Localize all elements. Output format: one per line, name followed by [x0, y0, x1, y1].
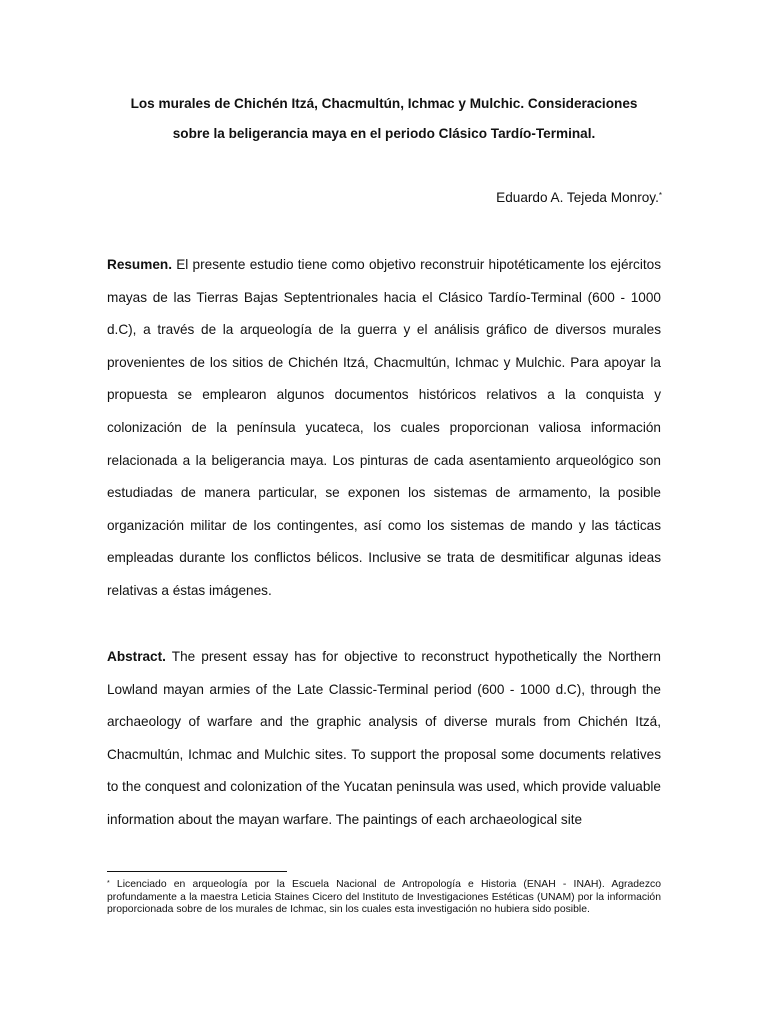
- author-line: [496, 186, 662, 210]
- resumen-text: El presente estudio tiene como objetivo reconstruir hipotéticamente los ejércitos mayas de las Tierras Bajas Septentrionales hacia el Clásico Tardío-Terminal (600 - 1000 d.C), a través de la arqueología de la guerra y el análisis gráfico de diversos murales provenientes de los sitios de Chichén Itzá, Chacmultún, Ichmac y Mulchic. Para apoyar la propuesta se emplearon algunos documentos históricos relativos a la conquista y colonización de la península yucateca, los cuales proporcionan valiosa información relacionada a la beligerancia maya. Los pinturas de cada asentamiento arqueológico son estudiadas de manera particular, se exponen los sistemas de armamento, la posible organización militar de los contingentes, así como los sistemas de mando y las tácticas empleadas durante los conflictos bélicos. Inclusive se trata de desmitificar algunas ideas relativas a éstas imágenes.: [107, 257, 661, 598]
- resumen-paragraph: [107, 249, 661, 608]
- footnote: [107, 879, 661, 917]
- paper-title: [100, 89, 668, 149]
- title-line-2: sobre la beligerancia maya en el periodo Clásico Tardío-Terminal.: [172, 126, 596, 141]
- footnote-separator: [107, 871, 287, 872]
- author-footnote-mark: *: [658, 191, 662, 200]
- author-name: Eduardo A. Tejeda Monroy.: [496, 190, 659, 205]
- footnote-text: Licenciado en arqueología por la Escuela Nacional de Antropología e Historia (ENAH - INAH). Agradezco profundamente a la maestra Leticia Staines Cicero del Instituto de Investigaciones Estéticas (UNAM) por la información proporcionada sobre de los murales de Ichmac, sin los cuales esta investigación no hubiera sido posible.: [107, 879, 662, 916]
- abstract-paragraph: [107, 641, 661, 837]
- abstract-text: The present essay has for objective to reconstruct hypothetically the Northern Lowland mayan armies of the Late Classic-Terminal period (600 - 1000 d.C), through the archaeology of warfare and the graphic analysis of diverse murals from Chichén Itzá, Chacmultún, Ichmac and Mulchic sites. To support the proposal some documents relatives to the conquest and colonization of the Yucatan peninsula was used, which provide valuable information about the mayan warfare. The paintings of each archaeological site: [107, 649, 661, 827]
- resumen-label: Resumen.: [107, 257, 172, 272]
- title-line-1: Los murales de Chichén Itzá, Chacmultún, Ichmac y Mulchic. Consideraciones: [130, 96, 638, 111]
- abstract-label: Abstract.: [107, 649, 166, 664]
- footnote-mark: *: [107, 880, 110, 887]
